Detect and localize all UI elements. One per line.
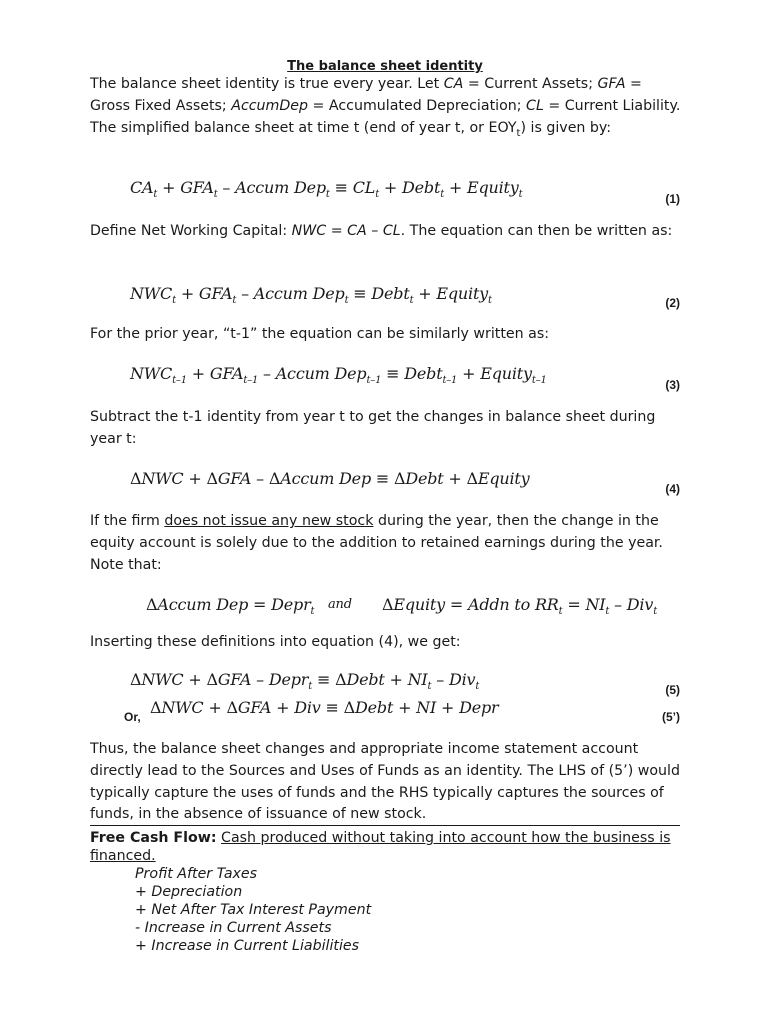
fcf-item: Profit After Taxes <box>135 866 258 882</box>
equation-number: (5’) <box>662 710 680 724</box>
equity-change-equation: ΔEquity = Addn to $RR_t = NI_t - Div_t$ <box>382 595 658 618</box>
ca-term: CA <box>443 76 464 92</box>
intro-paragraph <box>90 74 684 144</box>
intro-text: = Current Assets; <box>463 76 598 92</box>
equation-1: $CA_t + GFA_t$ – Accum $Dep_t \equiv CL_t$ + Debt$_t$ + Equity$_t$ <box>130 178 523 201</box>
equation-number: (1) <box>665 192 680 206</box>
nwc-text: Define Net Working Capital: <box>90 223 292 239</box>
eoy-subscript: t <box>516 127 521 139</box>
fcf-definition <box>90 829 684 865</box>
stock-underline: does not issue any new stock <box>164 513 374 529</box>
equation-5-prime: ΔNWC + ΔGFA + Div ≡ ΔDebt + NI + Depr <box>150 698 499 717</box>
thus-paragraph: Thus, the balance sheet changes and appropriate income statement account directly lead to the Sources and Uses of Funds as an identity. The LHS of (5’) would typically capture the uses of funds and the RHS typically captures the sources of funds, in the absence of issuance of new stock. <box>90 741 680 823</box>
section-divider <box>90 825 680 826</box>
gfa-term: GFA <box>597 76 626 92</box>
or-label: Or, <box>124 710 141 724</box>
equation-3: $NWC_{t-1} + GFA_{t-1}$ – Accum Dep$_{t-1}$ ≡ Debt$_{t-1}$ + Equity$_{t-1}$ <box>130 364 547 387</box>
intro-text: The balance sheet identity is true every year. Let <box>90 76 444 92</box>
nwc-paragraph <box>90 221 684 243</box>
fcf-item: + Net After Tax Interest Payment <box>135 902 372 918</box>
equation-2: $NWC_t + GFA_t$ – Accum Dep$_t$ ≡ Debt$_t$ + Equity$_t$ <box>130 284 492 307</box>
nwc-text: . The equation can then be written as: <box>400 223 673 239</box>
fcf-text: Cash produced without taking into account how the business is financed. <box>90 830 671 864</box>
page-title: The balance sheet identity <box>287 59 483 74</box>
cl-term: CL <box>526 97 544 114</box>
fcf-item: - Increase in Current Assets <box>135 920 332 936</box>
fcf-label: Free Cash Flow: <box>90 830 217 846</box>
fcf-item: + Depreciation <box>135 884 243 900</box>
intro-text: ) is given by: <box>520 119 612 136</box>
equation-number: (5) <box>665 683 680 697</box>
nwc-formula: NWC = CA – CL <box>291 223 401 239</box>
accumdep-term: AccumDep <box>231 97 309 114</box>
inserting-paragraph: Inserting these definitions into equation (4), we get: <box>90 634 461 650</box>
fcf-item: + Increase in Current Liabilities <box>135 938 360 954</box>
equation-number: (3) <box>665 378 680 392</box>
equation-number: (4) <box>665 482 680 496</box>
intro-text: = Accumulated Depreciation; <box>308 97 527 114</box>
prior-year-paragraph: For the prior year, “t-1” the equation can be similarly written as: <box>90 326 550 342</box>
stock-text: during the year, then the change in the equity account is solely due to the addition to retained earnings during the year. Note that: <box>90 513 663 573</box>
and-label: and <box>328 597 352 612</box>
depreciation-equation: ΔAccum Dep = Depr$_t$ <box>146 595 315 618</box>
intro-text: = Current Liability. The simplified balance sheet at time t (end of year t, or EOY <box>90 97 681 136</box>
equation-number: (2) <box>665 296 680 310</box>
equation-5: ΔNWC + ΔGFA – Depr$_t$ ≡ ΔDebt + $NI_t - Div_t$ <box>130 670 480 693</box>
stock-text: If the firm <box>90 513 165 529</box>
intro-text: = Gross Fixed Assets; <box>90 76 642 114</box>
new-stock-paragraph <box>90 511 684 576</box>
subtract-paragraph: Subtract the t-1 identity from year t to get the changes in balance sheet during year t: <box>90 409 656 447</box>
equation-4: ΔNWC + ΔGFA – ΔAccum Dep ≡ ΔDebt + ΔEquity <box>130 469 530 488</box>
